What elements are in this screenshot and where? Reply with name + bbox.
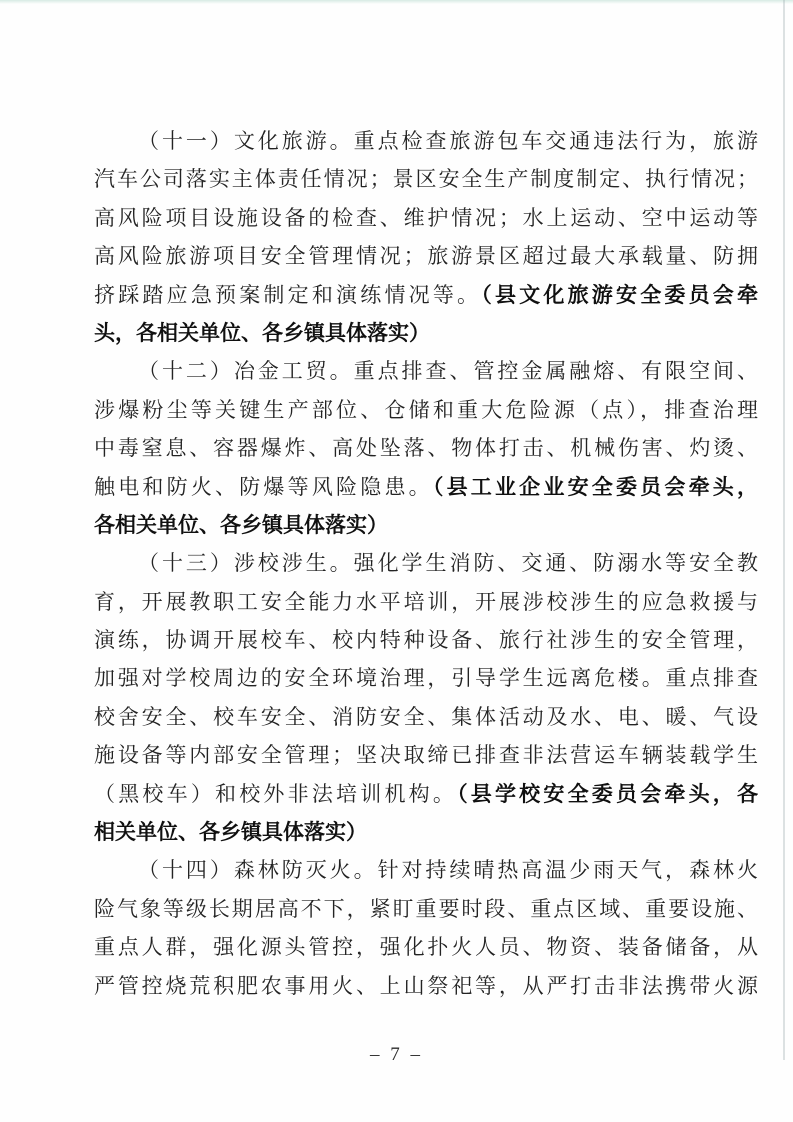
text-line: [94, 621, 758, 659]
page-number: – 7 –: [370, 1044, 423, 1065]
text-segment: 高风险项目设施设备的检查、维护情况；水上运动、空中运动等: [94, 205, 758, 230]
page-footer: [0, 1042, 793, 1068]
lead-unit-annotation: （县工业企业安全委员会牵头，: [432, 474, 759, 499]
text-line: [94, 506, 758, 544]
text-line: [94, 468, 758, 506]
text-segment: （十一）文化旅游。重点检查旅游包车交通违法行为，旅游: [138, 129, 758, 153]
text-line: [94, 429, 758, 467]
text-segment: 中毒窒息、容器爆炸、高处坠落、物体打击、机械伤害、灼烫、: [94, 436, 758, 461]
text-segment: 演练，协调开展校车、校内特种设备、旅行社涉生的安全管理，: [94, 628, 758, 653]
scan-right-edge-artifact: [783, 0, 785, 1060]
document-body: [94, 122, 758, 1005]
text-segment: 严管控烧荒积肥农事用火、上山祭祀等，从严打击非法携带火源: [94, 973, 758, 998]
text-segment: （十二）冶金工贸。重点排查、管控金属融熔、有限空间、: [138, 359, 758, 384]
text-line: [94, 160, 758, 198]
text-line: [94, 583, 758, 621]
lead-unit-annotation: 头，各相关单位、各乡镇具体落实）: [94, 320, 430, 345]
text-segment: 校舍安全、校车安全、消防安全、集体活动及水、电、暖、气设: [94, 704, 758, 729]
text-segment: 触电和防火、防爆等风险隐患。: [94, 474, 433, 499]
text-segment: 重点人群，强化源头管控，强化扑火人员、物资、装备储备，从: [94, 935, 758, 960]
text-line: [94, 544, 758, 582]
text-line: [94, 659, 758, 697]
text-segment: 汽车公司落实主体责任情况；景区安全生产制度制定、执行情况；: [94, 167, 758, 192]
text-segment: 施设备等内部安全管理；坚决取缔已排查非法营运车辆装载学生: [94, 743, 758, 768]
text-segment: （十四）森林防灭火。针对持续晴热高温少雨天气，森林火: [138, 858, 758, 883]
text-segment: 险气象等级长期居高不下，紧盯重要时段、重点区域、重要设施、: [94, 896, 758, 921]
lead-unit-annotation: （县文化旅游安全委员会牵: [481, 282, 759, 307]
text-line: [94, 276, 758, 314]
text-line: [94, 352, 758, 390]
text-segment: 涉爆粉尘等关键生产部位、仓储和重大危险源（点），排查治理: [94, 397, 758, 422]
text-segment: 育，开展教职工安全能力水平培训，开展涉校涉生的应急救援与: [94, 589, 758, 614]
text-line: [94, 928, 758, 966]
text-line: [94, 237, 758, 275]
text-segment: （黑校车）和校外非法培训机构。: [94, 781, 458, 806]
text-line: [94, 851, 758, 889]
lead-unit-annotation: （县学校安全委员会牵头，各: [457, 781, 759, 806]
text-line: [94, 122, 758, 160]
lead-unit-annotation: 相关单位、各乡镇具体落实）: [94, 820, 367, 845]
text-line: [94, 698, 758, 736]
text-line: [94, 314, 758, 352]
text-line: [94, 736, 758, 774]
text-segment: （十三）涉校涉生。强化学生消防、交通、防溺水等安全教: [138, 551, 758, 576]
text-line: [94, 775, 758, 813]
text-segment: 高风险旅游项目安全管理情况；旅游景区超过最大承载量、防拥: [94, 244, 758, 269]
scan-top-edge-artifact: [0, 0, 793, 4]
text-line: [94, 967, 758, 1005]
text-segment: 挤踩踏应急预案制定和演练情况等。: [94, 282, 482, 307]
text-segment: 加强对学校周边的安全环境治理，引导学生远离危楼。重点排查: [94, 666, 758, 691]
text-line: [94, 391, 758, 429]
lead-unit-annotation: 各相关单位、各乡镇具体落实）: [94, 512, 388, 537]
text-line: [94, 199, 758, 237]
text-line: [94, 890, 758, 928]
text-line: [94, 813, 758, 851]
